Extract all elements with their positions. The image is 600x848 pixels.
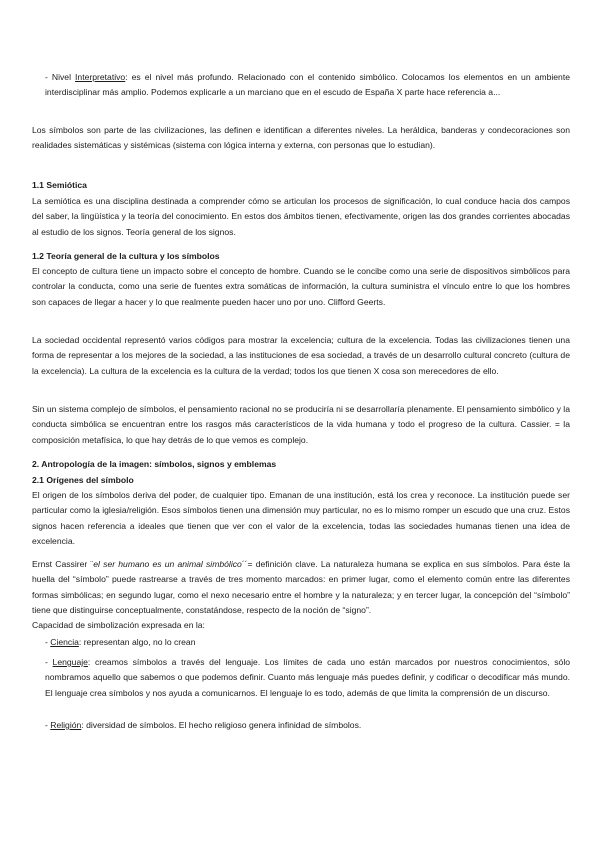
list-item-term: Interpretativo [75, 72, 126, 82]
paragraph-occidental: La sociedad occidental representó varios códigos para mostrar la excelencia; cultura de la excelencia. Todas las civilizaciones tienen una forma de representar a los mejores de la sociedad, a las instituciones de esa sociedad, a través de un desarrollo cultural concreto (cultura de la excelencia). La cultura de la excelencia es la cultura de la verdad; todos los que tienen X cosa son merecedores de ello. [32, 335, 570, 376]
cassirer-quote: el ser humano es un animal simbólico [93, 559, 242, 569]
cassirer-lead: Ernst Cassirer ¨ [32, 559, 94, 569]
list-item-lead: - [45, 720, 51, 730]
paragraph-capacidad: Capacidad de simbolización expresada en la: [32, 620, 205, 630]
list-item-term: Religión [50, 720, 82, 730]
list-item-interpretativo [45, 70, 570, 101]
list-item-text: : diversidad de símbolos. El hecho religioso genera infinidad de símbolos. [81, 720, 362, 730]
list-item-lead: - [45, 637, 51, 647]
paragraph-cassirer [32, 557, 570, 618]
list-item-text: : representan algo, no lo crean [78, 637, 196, 647]
cassirer-text: ´´= definición clave. La naturaleza humana se explica en sus símbolos. Para éste la huella del “símbolo” puede rastrearse a través de tres momento marcados: en primer lugar, como el elemento común entre las diferentes formas simbólicas; en segundo lugar, como el nexo necesario entre el hombre y la naturaleza; y en tercer lugar, la concepción del “símbolo” tiene que distinguirse conceptualmente, constatándose, respecto de la noción de “signo”. [32, 559, 571, 615]
paragraph-origen: El origen de los símbolos deriva del poder, de cualquier tipo. Emanan de una institución, está los crea y reconoce. La institución puede ser particular como la iglesia/religión. Esos símbolos tienen una dimensión muy particular, no es lo mismo romper un escudo que una cruz. Estos signos hacen referencia a ideales que tienen que ver con el valor de la excelencia, todas las sociedades humanas tienen una idea de excelencia. [32, 490, 570, 546]
paragraph-cultura: El concepto de cultura tiene un impacto sobre el concepto de hombre. Cuando se le concibe como una serie de dispositivos simbólicos para controlar la conducta, como una serie de fuentes extra somáticas de información, la cultura suministra el vínculo entre lo que los hombres son capaces de llegar a hacer y lo que realmente pueden hacer uno por uno. Clifford Geerts. [32, 266, 570, 307]
list-item-lead: - Nivel [45, 72, 76, 82]
paragraph-semiotica: La semiótica es una disciplina destinada a comprender cómo se articulan los procesos de significación, lo cual conduce hacia dos campos del saber, la lingüística y la teoría del conocimiento. En estos dos ámbitos tienen, efectivamente, origen las dos grandes corrientes abocadas al estudio de los signos. Teoría general de los signos. [32, 196, 570, 237]
paragraph-sistema: Sin un sistema complejo de símbolos, el pensamiento racional no se produciría ni se desarrollaría plenamente. El pensamiento simbólico y la conducta simbólica se encuentran entre los rasgos más característicos de la vida humana y todo el progreso de la cultura. Cassier. = la composición metafísica, lo que hay detrás de lo que vemos es complejo. [32, 404, 570, 445]
heading-cultura: 1.2 Teoría general de la cultura y los símbolos [32, 251, 220, 261]
list-item-term: Lenguaje [52, 657, 88, 667]
heading-semiotica: 1.1 Semiótica [32, 180, 87, 190]
list-item-text: : creamos símbolos a través del lenguaje. Los límites de cada uno están marcados por nuestros conocimientos, sólo nombramos aquello que sabemos o que podemos definir. Cuanto más lenguaje más puedes definir, y codificar o decodificar más mundo. El lenguaje crea símbolos y nos ayuda a comunicarnos. El lenguaje lo es todo, además de que limita la comprensión de un discurso. [45, 657, 571, 698]
heading-origenes: 2.1 Orígenes del símbolo [32, 475, 134, 485]
list-item-lenguaje [45, 655, 570, 701]
paragraph-civilizaciones: Los símbolos son parte de las civilizaciones, las definen e identifican a diferentes niveles. La heráldica, banderas y condecoraciones son realidades sistemáticas y sistémicas (sistema con lógica interna y externa, con personas que lo estudian). [32, 125, 570, 151]
list-item-lead: - [45, 657, 53, 667]
list-item-text: : es el nivel más profundo. Relacionado con el contenido simbólico. Colocamos los elementos en un ambiente interdisciplinar más amplio. Podemos explicarle a un marciano que en el escudo de España X parte hace referencia a... [45, 72, 570, 98]
heading-antropologia: 2. Antropología de la imagen: símbolos, signos y emblemas [32, 459, 277, 469]
list-item-religion [45, 718, 570, 733]
list-item-ciencia [45, 635, 570, 650]
list-item-term: Ciencia [50, 637, 79, 647]
